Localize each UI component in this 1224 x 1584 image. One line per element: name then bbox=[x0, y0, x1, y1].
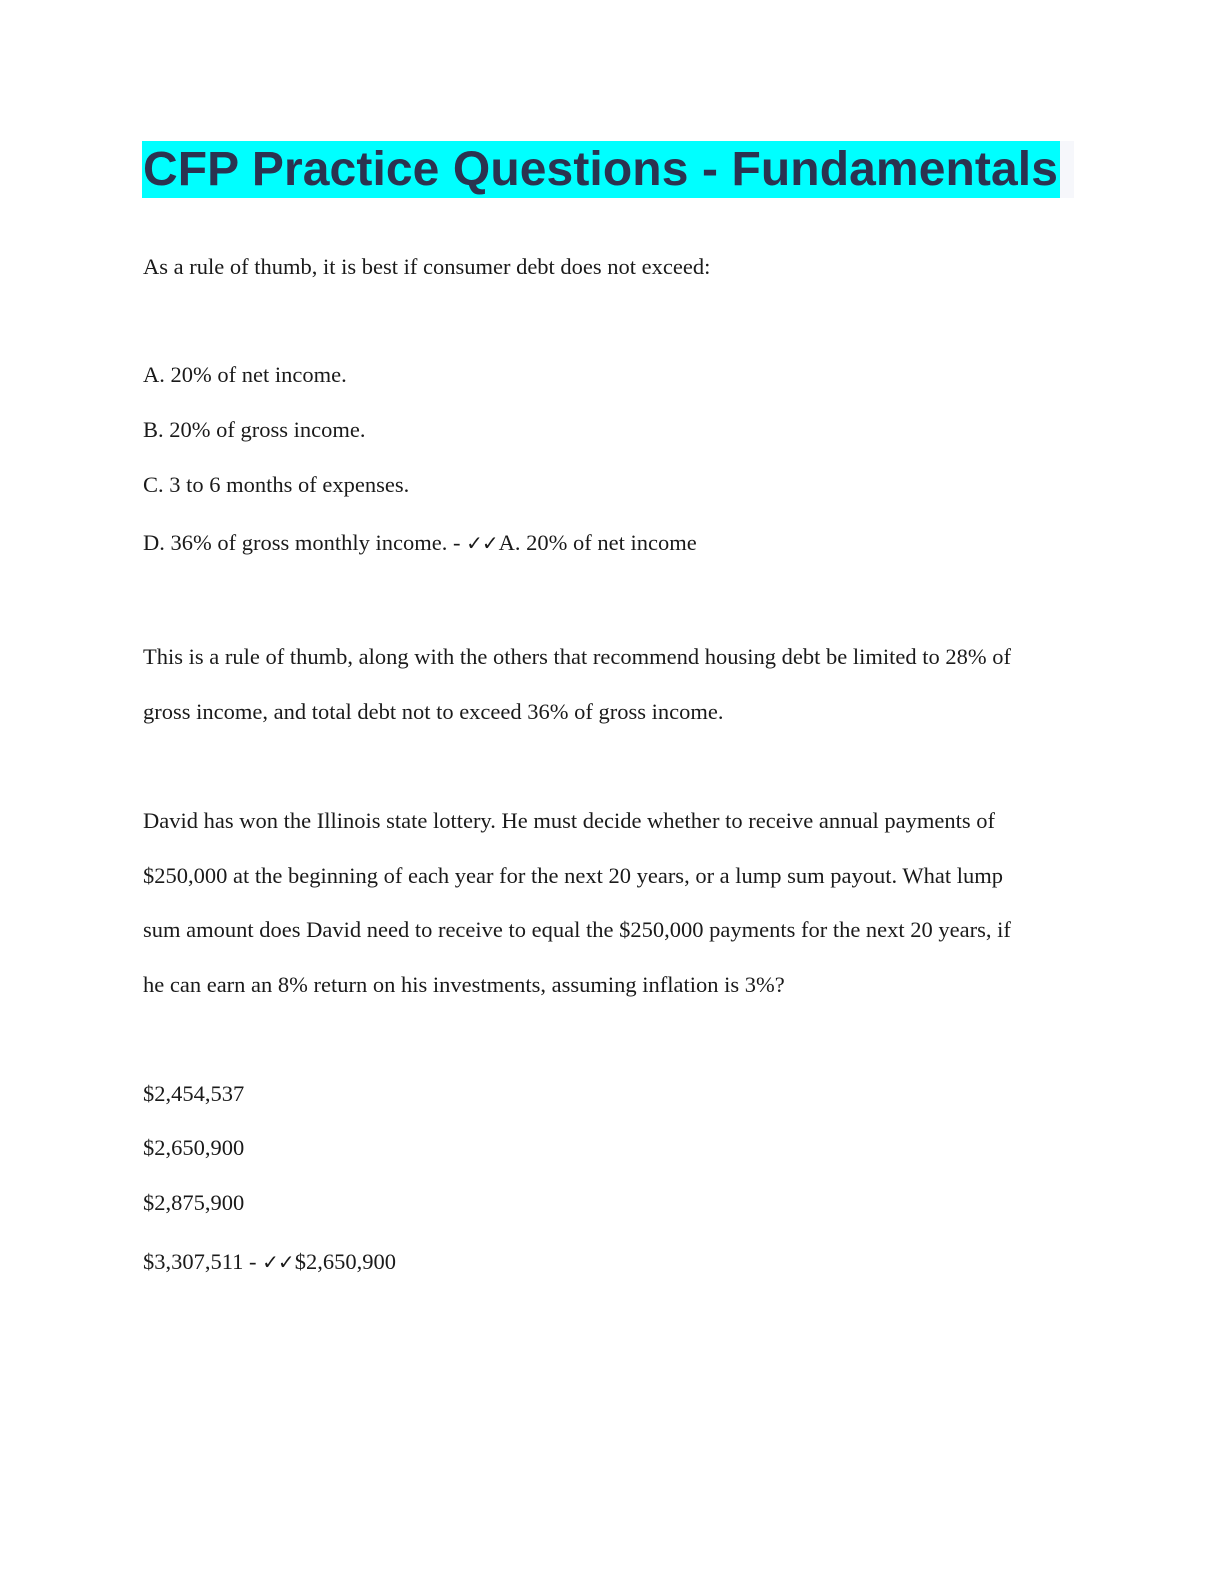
page-title: CFP Practice Questions - Fundamentals bbox=[143, 143, 1059, 196]
title-highlight-band bbox=[142, 141, 1074, 198]
q2-option-4: $3,307,511 - bbox=[143, 1249, 263, 1274]
check-mark-icon: ✓✓ bbox=[262, 1250, 294, 1274]
q1-option-d-with-answer bbox=[143, 529, 697, 557]
check-mark-icon: ✓✓ bbox=[466, 531, 498, 555]
q1-option-b: B. 20% of gross income. bbox=[143, 417, 366, 442]
q2-prompt-line-1: David has won the Illinois state lottery. He must decide whether to receive annual payments of bbox=[143, 808, 996, 833]
q2-prompt-line-3: sum amount does David need to receive to equal the $250,000 payments for the next 20 years, if bbox=[143, 917, 1011, 942]
q1-explanation-line-1: This is a rule of thumb, along with the others that recommend housing debt be limited to 28% of bbox=[143, 644, 1011, 669]
q2-prompt-line-4: he can earn an 8% return on his investments, assuming inflation is 3%? bbox=[143, 972, 785, 997]
q1-prompt: As a rule of thumb, it is best if consumer debt does not exceed: bbox=[143, 254, 711, 279]
q1-explanation-line-2: gross income, and total debt not to exceed 36% of gross income. bbox=[143, 699, 724, 724]
q2-answer: $2,650,900 bbox=[294, 1249, 396, 1274]
q2-option-3: $2,875,900 bbox=[143, 1190, 245, 1215]
q1-option-a: A. 20% of net income. bbox=[143, 362, 347, 387]
q1-option-d: D. 36% of gross monthly income. - bbox=[143, 530, 467, 555]
q1-answer: A. 20% of net income bbox=[498, 530, 697, 555]
q2-option-1: $2,454,537 bbox=[143, 1081, 245, 1106]
q1-option-c: C. 3 to 6 months of expenses. bbox=[143, 472, 410, 497]
q2-prompt-line-2: $250,000 at the beginning of each year for the next 20 years, or a lump sum payout. What lump bbox=[143, 863, 1003, 888]
q2-option-4-with-answer bbox=[143, 1248, 396, 1276]
q2-option-2: $2,650,900 bbox=[143, 1135, 245, 1160]
